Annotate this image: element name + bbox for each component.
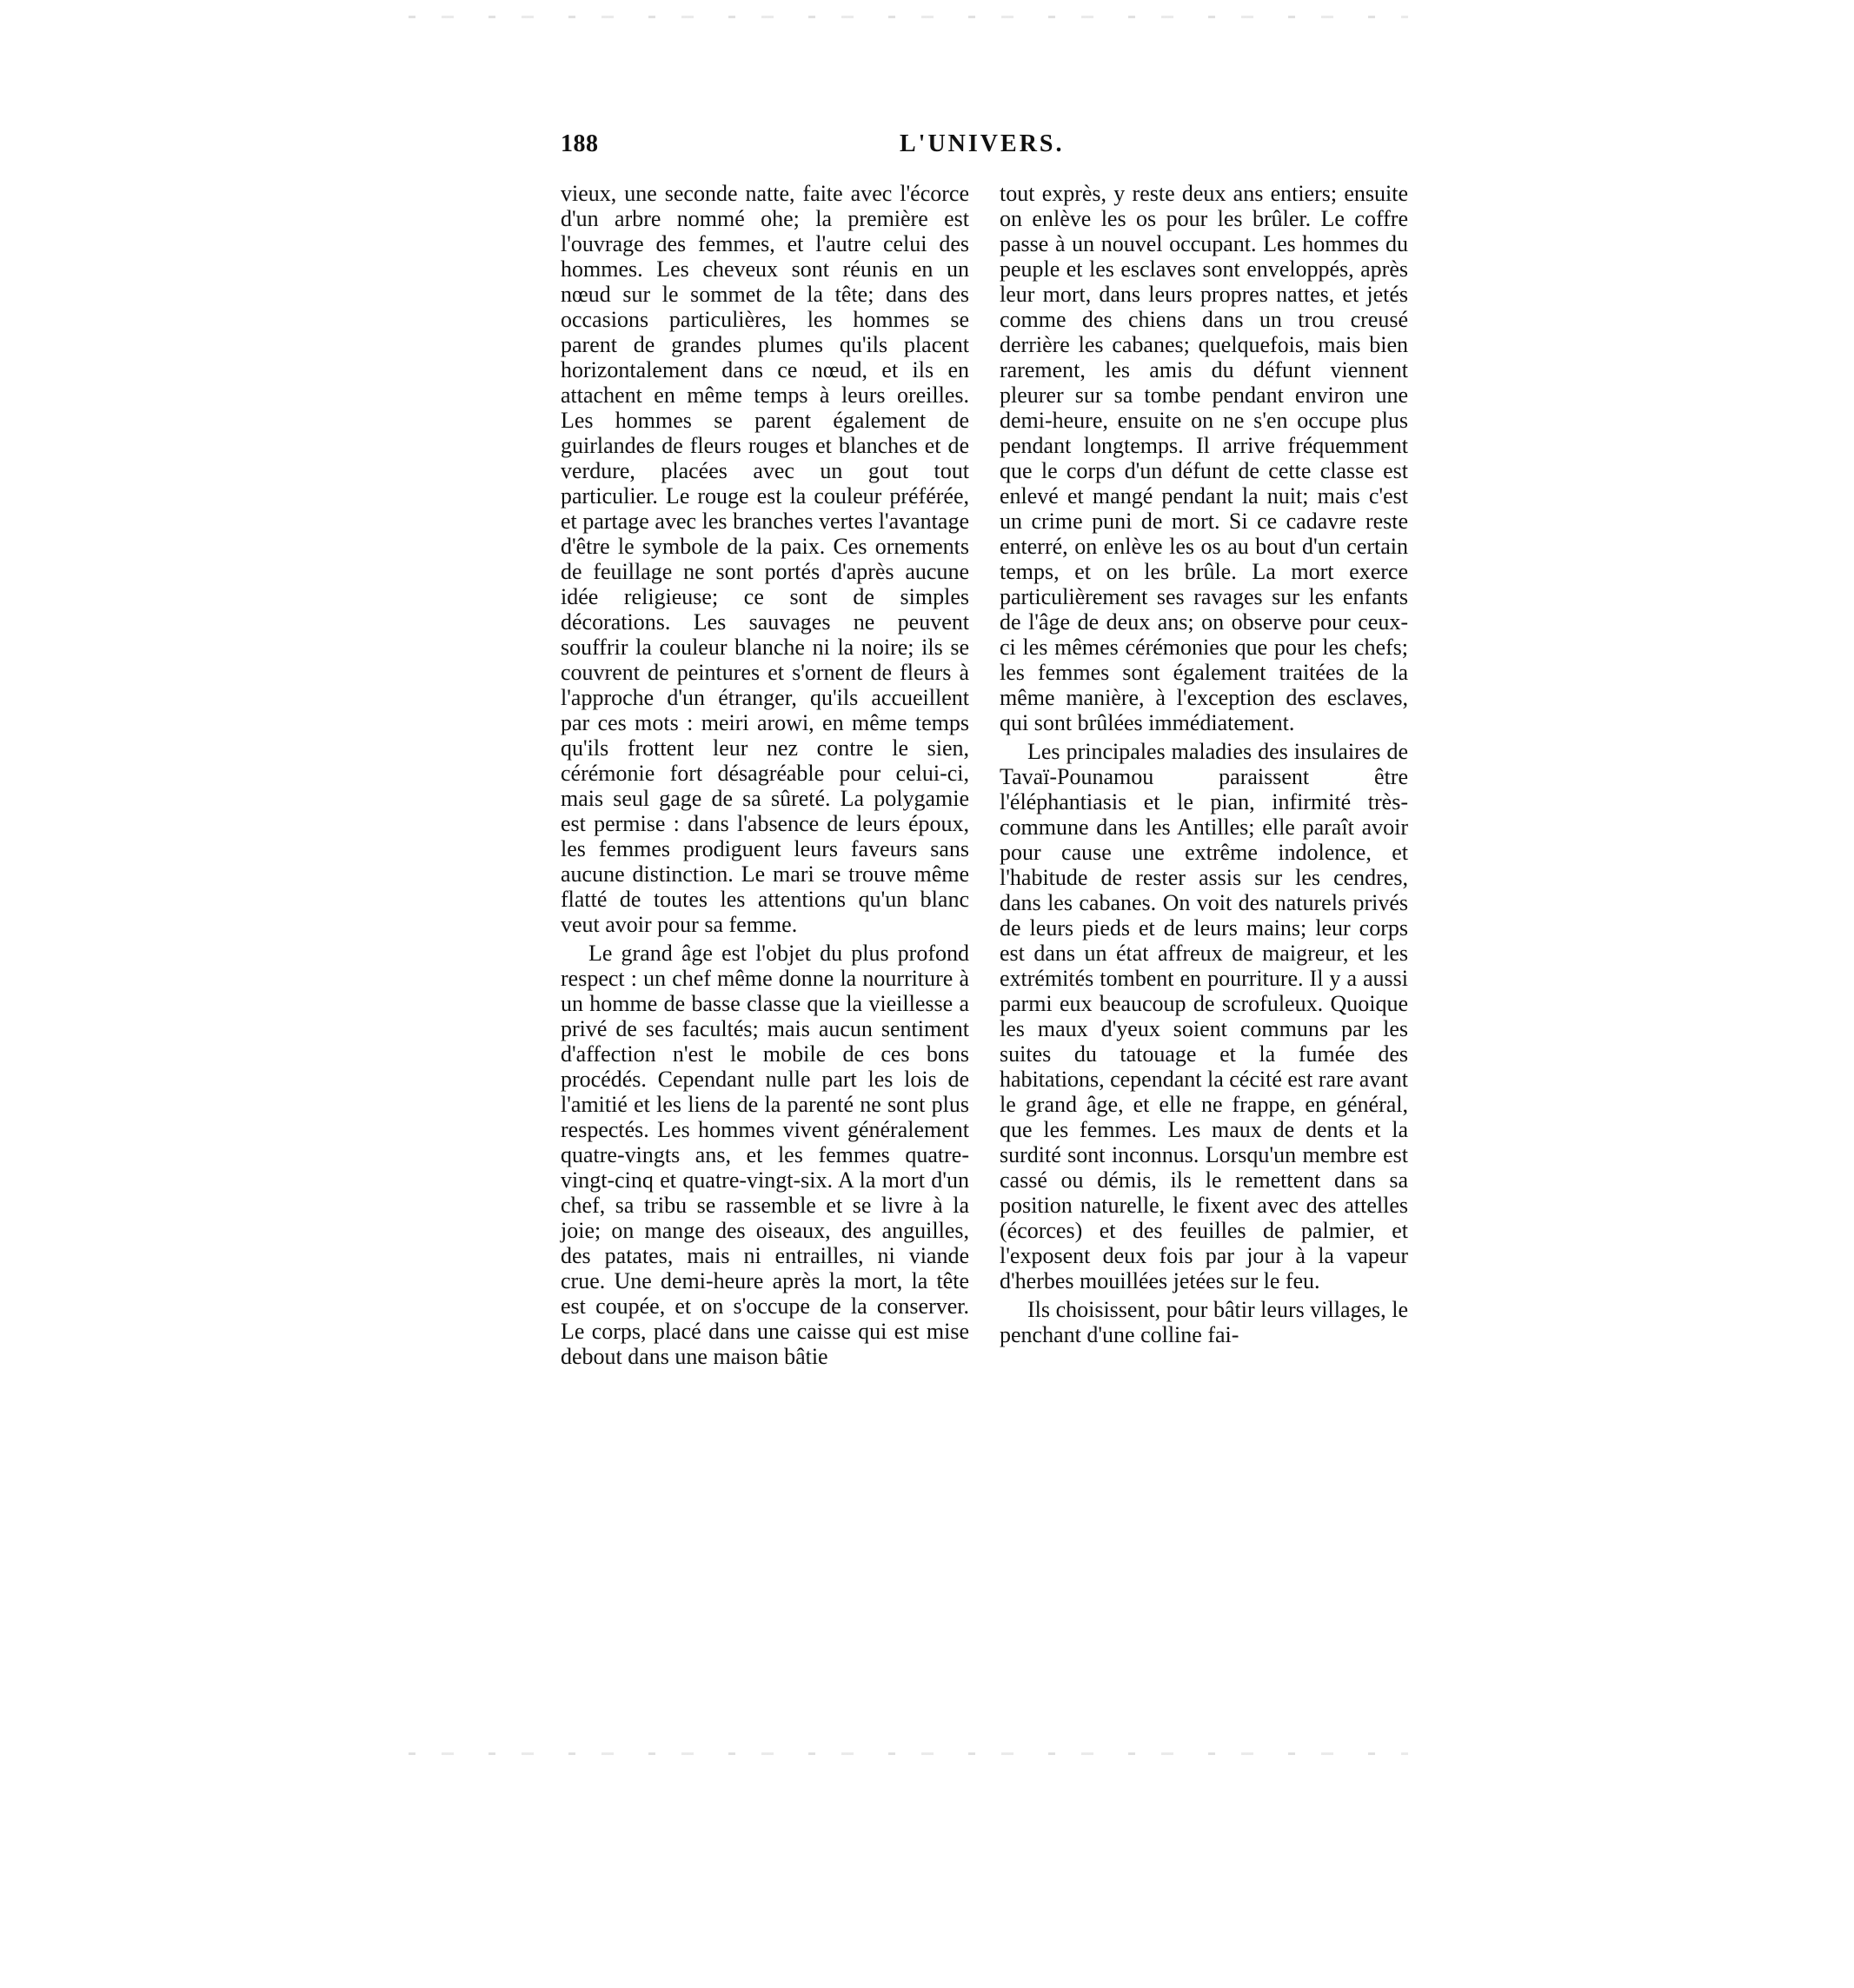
paragraph: Le grand âge est l'objet du plus profond respect : un chef même donne la nourriture à un homme de basse classe que la vieillesse a privé de ses facultés; mais aucun sentiment d'affection n'est le mobile de ces bons procédés. Cependant nulle part les lois de l'amitié et les liens de la parenté ne sont plus respectés. Les hommes vivent généralement quatre-vingts ans, et les femmes quatre-vingt-cinq et quatre-vingt-six. A la mort d'un chef, sa tribu se rassemble et se livre à la joie; on mange des oiseaux, des anguilles, des patates, mais ni entrailles, ni viande crue. Une demi-heure après la mort, la tête est coupée, et on s'occupe de la conserver. Le corps, placé dans une caisse qui est mise debout dans une maison bâtie [561, 941, 969, 1369]
scan-edge-noise-top [409, 16, 1408, 18]
right-column [1000, 181, 1408, 1347]
paragraph: Les principales maladies des insulaires de Tavaï-Pounamou paraissent être l'éléphantiasis et le pian, infirmité très-commune dans les Antilles; elle paraît avoir pour cause une extrême indolence, et l'habitude de rester assis sur les cendres, dans les cabanes. On voit des naturels privés de leurs pieds et de leurs mains; leur corps est dans un état affreux de maigreur, et les extrémités tombent en pourriture. Il y a aussi parmi eux beaucoup de scrofuleux. Quoique les maux d'yeux soient communs par les suites du tatouage et la fumée des habitations, cependant la cécité est rare avant le grand âge, et elle ne frappe, en général, que les femmes. Les maux de dents et la surdité sont inconnus. Lorsqu'un membre est cassé ou démis, ils le remettent dans sa position naturelle, le fixent avec des attelles (écorces) et des feuilles de palmier, et l'exposent deux fois par jour à la vapeur d'herbes mouillées jetées sur le feu. [1000, 739, 1408, 1293]
scan-edge-noise-bottom [409, 1752, 1408, 1755]
page-header [561, 130, 1069, 172]
running-title: L'UNIVERS. [900, 130, 1065, 157]
paragraph: Ils choisissent, pour bâtir leurs villages, le penchant d'une colline fai- [1000, 1297, 1408, 1347]
page-number: 188 [561, 130, 599, 157]
left-column [561, 181, 969, 1369]
paragraph: vieux, une seconde natte, faite avec l'écorce d'un arbre nommé ohe; la première est l'ouvrage des femmes, et l'autre celui des hommes. Les cheveux sont réunis en un nœud sur le sommet de la tête; dans des occasions particulières, les hommes se parent de grandes plumes qu'ils placent horizontalement dans ce nœud, et ils en attachent en même temps à leurs oreilles. Les hommes se parent également de guirlandes de fleurs rouges et blanches et de verdure, placées avec un gout tout particulier. Le rouge est la couleur préférée, et partage avec les branches vertes l'avantage d'être le symbole de la paix. Ces ornements de feuillage ne sont portés d'après aucune idée religieuse; ce sont de simples décorations. Les sauvages ne peuvent souffrir la couleur blanche ni la noire; ils se couvrent de peintures et s'ornent de fleurs à l'approche d'un étranger, qu'ils accueillent par ces mots : meiri arowi, en même temps qu'ils frottent leur nez contre le sien, cérémonie fort désagréable pour celui-ci, mais seul gage de sa sûreté. La polygamie est permise : dans l'absence de leurs époux, les femmes prodiguent leurs faveurs sans aucune distinction. Le mari se trouve même flatté de toutes les attentions qu'un blanc veut avoir pour sa femme. [561, 181, 969, 937]
paragraph: tout exprès, y reste deux ans entiers; ensuite on enlève les os pour les brûler. Le coffre passe à un nouvel occupant. Les hommes du peuple et les esclaves sont enveloppés, après leur mort, dans leurs propres nattes, et jetés comme des chiens dans un trou creusé derrière les cabanes; quelquefois, mais bien rarement, les amis du défunt viennent pleurer sur sa tombe pendant environ une demi-heure, ensuite on ne s'en occupe plus pendant longtemps. Il arrive fréquemment que le corps d'un défunt de cette classe est enlevé et mangé pendant la nuit; mais c'est un crime puni de mort. Si ce cadavre reste enterré, on enlève les os au bout d'un certain temps, et on les brûle. La mort exerce particulièrement ses ravages sur les enfants de l'âge de deux ans; on observe pour ceux-ci les mêmes cérémonies que pour les chefs; les femmes sont également traitées de la même manière, à l'exception des esclaves, qui sont brûlées immédiatement. [1000, 181, 1408, 735]
